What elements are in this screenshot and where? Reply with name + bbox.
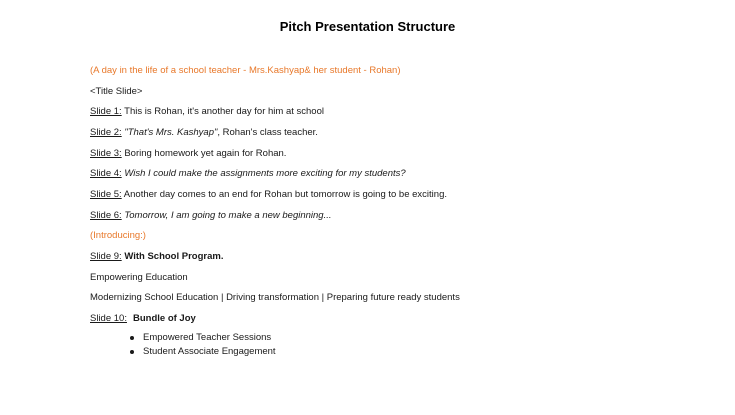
intro-line: (A day in the life of a school teacher - Mrs.Kashyap& her student - Rohan): [90, 65, 401, 76]
slide-9-line: [90, 251, 223, 263]
slide-1-text: This is Rohan, it's another day for him at school: [121, 106, 324, 117]
slide-3-line: [90, 148, 286, 160]
modernizing-line: Modernizing School Education | Driving transformation | Preparing future ready students: [90, 292, 460, 303]
slide-6-label: Slide 6:: [90, 210, 122, 221]
slide-2-text: , Rohan's class teacher.: [217, 127, 318, 138]
slide-9-text: With School Program.: [121, 251, 224, 262]
slide-5-label: Slide 5:: [90, 189, 122, 200]
document-title: Pitch Presentation Structure: [279, 19, 456, 34]
slide-2-line: [90, 127, 318, 139]
slide-2-label: Slide 2:: [90, 127, 122, 138]
title-slide-line: <Title Slide>: [90, 86, 143, 97]
slide-6-line: [90, 210, 332, 222]
empowering-line: Empowering Education: [90, 272, 188, 283]
slide-5-text: Another day comes to an end for Rohan but tomorrow is going to be exciting.: [121, 189, 447, 200]
introducing-line: (Introducing:): [90, 230, 146, 241]
slide-3-text: Boring homework yet again for Rohan.: [121, 148, 287, 159]
slide-1-label: Slide 1:: [90, 106, 122, 117]
slide-9-label: Slide 9:: [90, 251, 122, 262]
list-item: Student Associate Engagement: [130, 345, 276, 359]
slide-4-line: [90, 168, 406, 180]
slide-1-line: [90, 106, 324, 118]
slide-3-label: Slide 3:: [90, 148, 122, 159]
slide-10-line: [90, 313, 196, 325]
slide-10-text: Bundle of Joy: [132, 313, 196, 324]
bundle-bullet-list: [130, 331, 276, 359]
slide-4-text: Wish I could make the assignments more exciting for my students?: [121, 168, 406, 179]
slide-2-quote: "That's Mrs. Kashyap": [121, 127, 218, 138]
list-item: Empowered Teacher Sessions: [130, 331, 276, 345]
slide-6-text: Tomorrow, I am going to make a new beginning...: [121, 210, 332, 221]
slide-4-label: Slide 4:: [90, 168, 122, 179]
slide-5-line: [90, 189, 447, 201]
slide-10-label: Slide 10:: [90, 313, 127, 324]
